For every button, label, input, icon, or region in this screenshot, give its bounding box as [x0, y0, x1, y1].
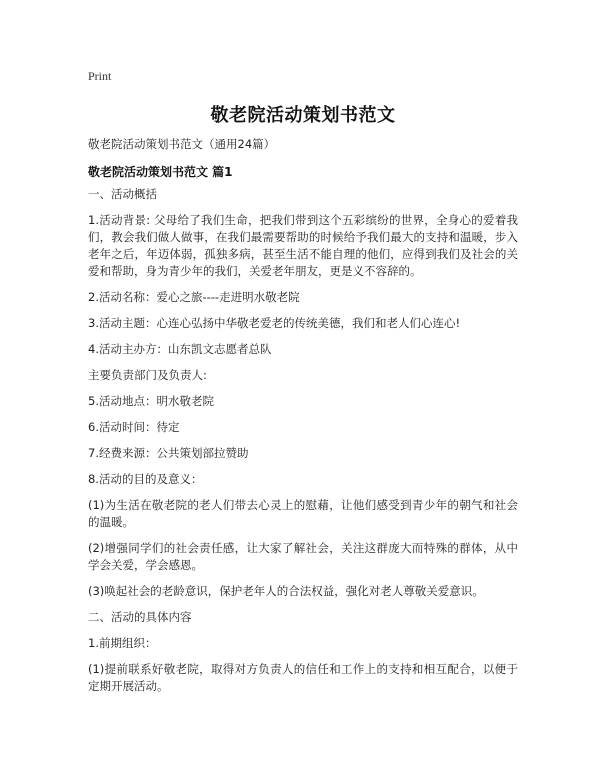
document-subtitle: 敬老院活动策划书范文（通用24篇）	[88, 137, 276, 151]
paragraph: 1.前期组织：	[88, 636, 157, 650]
paragraph: 一、活动概括	[88, 187, 157, 201]
paragraph: (1)提前联系好敬老院，取得对方负责人的信任和工作上的支持和相互配合，以便于定期开展活动。	[88, 662, 518, 693]
print-label: Print	[88, 69, 112, 83]
paragraph: 5.活动地点：明水敬老院	[88, 394, 214, 408]
paragraph: 二、活动的具体内容	[88, 610, 192, 624]
paragraph: 4.活动主办方：山东凯文志愿者总队	[88, 342, 272, 356]
paragraph: 3.活动主题：心连心弘扬中华敬老爱老的传统美德，我们和老人们心连心!	[88, 316, 461, 330]
paragraph: 主要负责部门及负责人:	[88, 368, 207, 382]
section-title: 敬老院活动策划书范文 篇1	[88, 165, 233, 179]
paragraph: (1)为生活在敬老院的老人们带去心灵上的慰藉，让他们感受到青少年的朝气和社会的温暖。	[88, 498, 518, 529]
paragraph: 7.经费来源：公共策划部拉赞助	[88, 446, 249, 460]
paragraph: 2.活动名称：爱心之旅----走进明水敬老院	[88, 290, 300, 304]
document-title: 敬老院活动策划书范文	[210, 105, 396, 126]
paragraph: (3)唤起社会的老龄意识，保护老年人的合法权益，强化对老人尊敬关爱意识。	[88, 584, 484, 598]
paragraph: (2)增强同学们的社会责任感，让大家了解社会，关注这群庞大而特殊的群体，从中学会关爱，学会感恩。	[88, 541, 518, 572]
paragraph: 6.活动时间：待定	[88, 420, 180, 434]
document-body	[88, 186, 518, 704]
paragraph: 1.活动背景: 父母给了我们生命，把我们带到这个五彩缤纷的世界，全身心的爱着我们，教会我们做人做事，在我们最需要帮助的时候给予我们最大的支持和温暖，步入老年之后，年迈体弱，孤独多病，甚至生活不能自理的他们，应得到我们及社会的关爱和帮助，身为青少年的我们，关爱老年朋友，更是义不容辞的。	[88, 213, 518, 278]
paragraph: 8.活动的目的及意义：	[88, 472, 203, 486]
